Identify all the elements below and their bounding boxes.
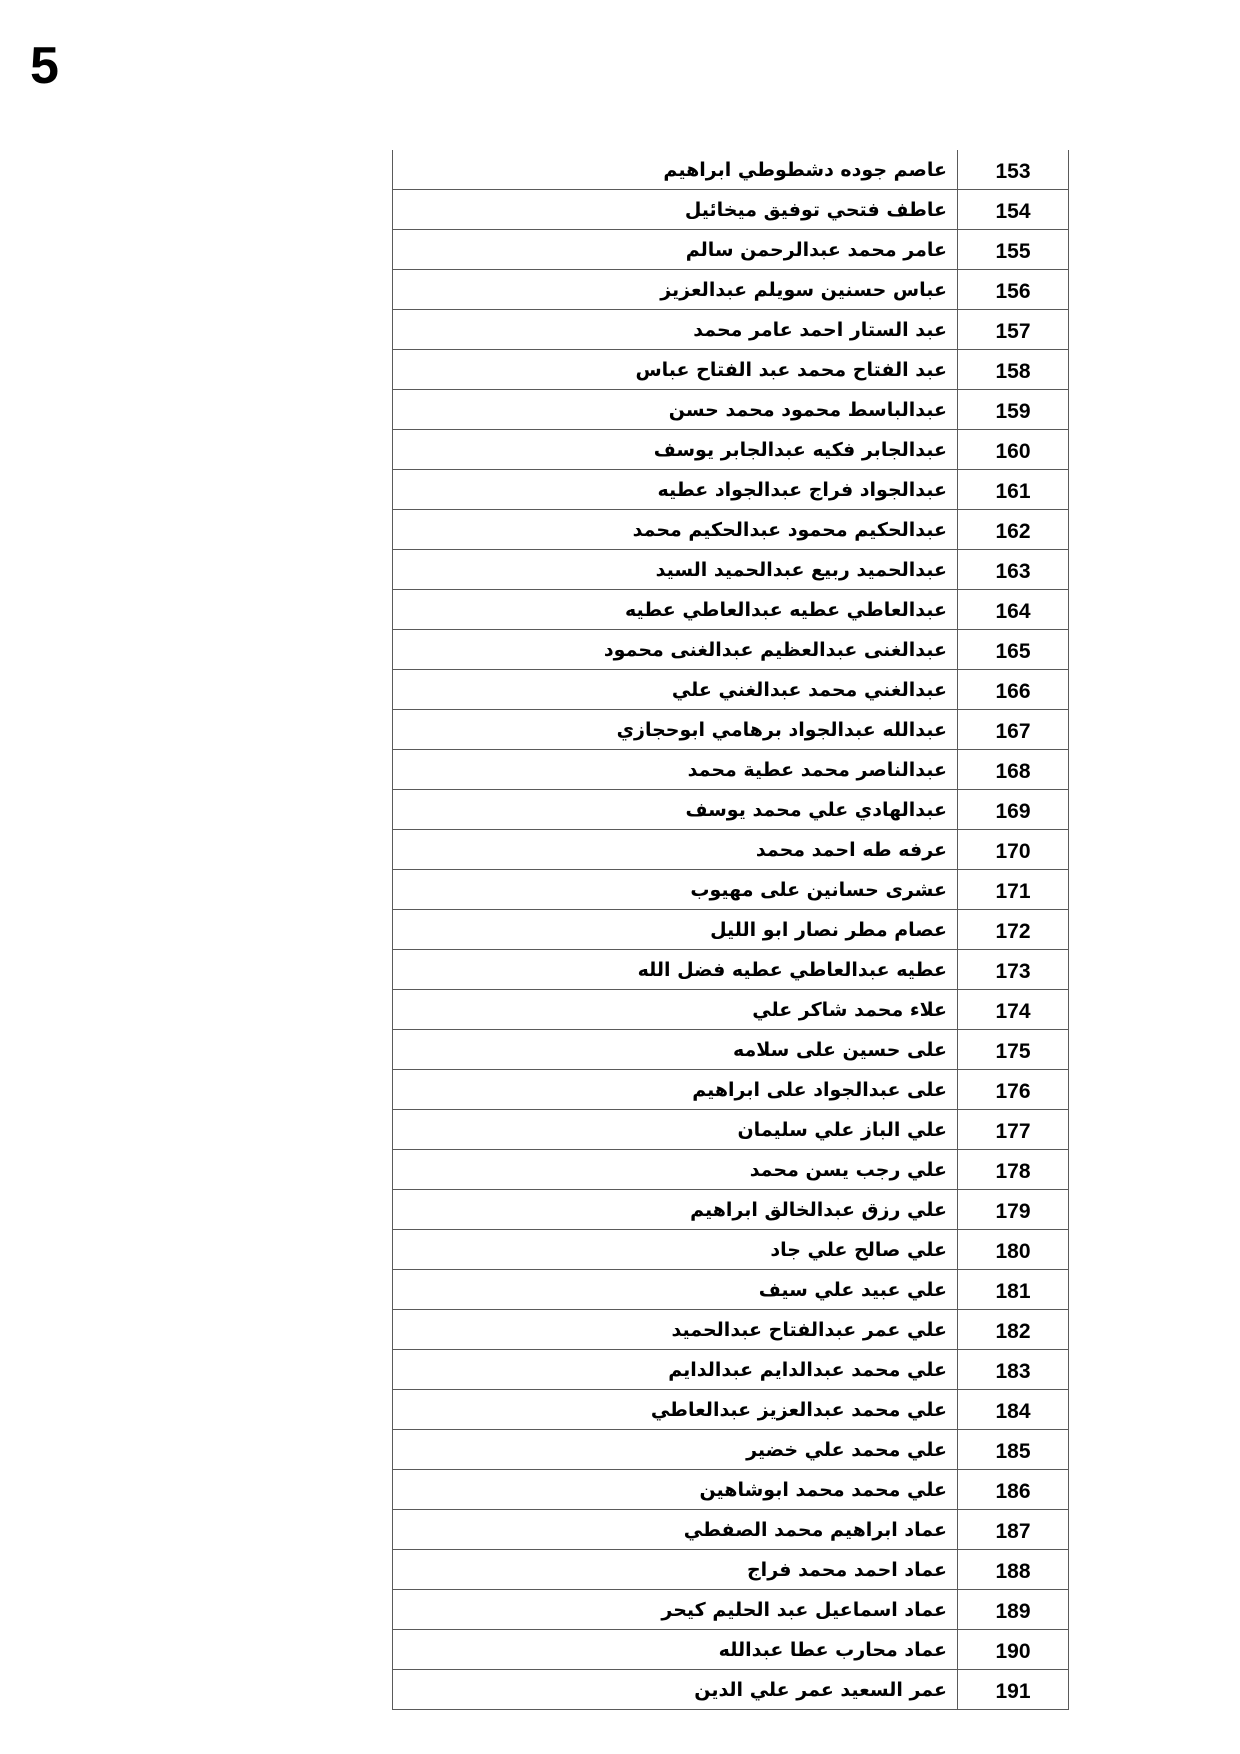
serial-number-cell: 170 (958, 830, 1069, 870)
person-name-cell: عماد اسماعيل عبد الحليم كيحر (393, 1590, 958, 1630)
person-name-cell: عبدالناصر محمد عطية محمد (393, 750, 958, 790)
serial-number-cell: 178 (958, 1150, 1069, 1190)
serial-number-cell: 169 (958, 790, 1069, 830)
person-name-cell: عباس حسنين سويلم عبدالعزيز (393, 270, 958, 310)
table-row (393, 710, 1069, 750)
serial-number-cell: 188 (958, 1550, 1069, 1590)
serial-number-cell: 164 (958, 590, 1069, 630)
table-row (393, 870, 1069, 910)
serial-number-cell: 177 (958, 1110, 1069, 1150)
serial-number-cell: 160 (958, 430, 1069, 470)
person-name-cell: عبدالهادي علي محمد يوسف (393, 790, 958, 830)
person-name-cell: علي عبيد علي سيف (393, 1270, 958, 1310)
person-name-cell: عبدالجابر فكيه عبدالجابر يوسف (393, 430, 958, 470)
person-name-cell: علي صالح علي جاد (393, 1230, 958, 1270)
table-row (393, 950, 1069, 990)
table-row (393, 150, 1069, 190)
person-name-cell: عطيه عبدالعاطي عطيه فضل الله (393, 950, 958, 990)
serial-number-cell: 190 (958, 1630, 1069, 1670)
person-name-cell: عبدالغني محمد عبدالغني علي (393, 670, 958, 710)
person-name-cell: عبد الفتاح محمد عبد الفتاح عباس (393, 350, 958, 390)
serial-number-cell: 167 (958, 710, 1069, 750)
table-row (393, 630, 1069, 670)
person-name-cell: عامر محمد عبدالرحمن سالم (393, 230, 958, 270)
serial-number-cell: 186 (958, 1470, 1069, 1510)
table-row (393, 1270, 1069, 1310)
table-row (393, 470, 1069, 510)
serial-number-cell: 168 (958, 750, 1069, 790)
person-name-cell: عبدالباسط محمود محمد حسن (393, 390, 958, 430)
serial-number-cell: 191 (958, 1670, 1069, 1710)
serial-number-cell: 163 (958, 550, 1069, 590)
person-name-cell: عبدالحميد ربيع عبدالحميد السيد (393, 550, 958, 590)
person-name-cell: عبدالله عبدالجواد برهامي ابوحجازي (393, 710, 958, 750)
table-row (393, 1510, 1069, 1550)
page-number: 5 (30, 37, 59, 95)
table-row (393, 1350, 1069, 1390)
person-name-cell: علي رزق عبدالخالق ابراهيم (393, 1190, 958, 1230)
serial-number-cell: 176 (958, 1070, 1069, 1110)
person-name-cell: علي محمد محمد ابوشاهين (393, 1470, 958, 1510)
person-name-cell: علي الباز علي سليمان (393, 1110, 958, 1150)
table-row (393, 910, 1069, 950)
serial-number-cell: 172 (958, 910, 1069, 950)
person-name-cell: عمر السعيد عمر علي الدين (393, 1670, 958, 1710)
serial-number-cell: 171 (958, 870, 1069, 910)
table-row (393, 1030, 1069, 1070)
serial-number-cell: 159 (958, 390, 1069, 430)
person-name-cell: علي محمد عبدالعزيز عبدالعاطي (393, 1390, 958, 1430)
table-row (393, 550, 1069, 590)
table-row (393, 1150, 1069, 1190)
table-row (393, 1390, 1069, 1430)
serial-number-cell: 183 (958, 1350, 1069, 1390)
table-row (393, 990, 1069, 1030)
serial-number-cell: 180 (958, 1230, 1069, 1270)
table-row (393, 390, 1069, 430)
table-row (393, 670, 1069, 710)
person-name-cell: عبدالحكيم محمود عبدالحكيم محمد (393, 510, 958, 550)
serial-number-cell: 179 (958, 1190, 1069, 1230)
person-name-cell: عبدالعاطي عطيه عبدالعاطي عطيه (393, 590, 958, 630)
table-row (393, 1310, 1069, 1350)
table-row (393, 830, 1069, 870)
serial-number-cell: 154 (958, 190, 1069, 230)
person-name-cell: عبد الستار احمد عامر محمد (393, 310, 958, 350)
table-row (393, 1430, 1069, 1470)
person-name-cell: عصام مطر نصار ابو الليل (393, 910, 958, 950)
person-name-cell: عماد ابراهيم محمد الصفطي (393, 1510, 958, 1550)
person-name-cell: عاطف فتحي توفيق ميخائيل (393, 190, 958, 230)
serial-number-cell: 184 (958, 1390, 1069, 1430)
person-name-cell: علاء محمد شاكر علي (393, 990, 958, 1030)
person-name-cell: علي رجب يسن محمد (393, 1150, 958, 1190)
serial-number-cell: 189 (958, 1590, 1069, 1630)
person-name-cell: عماد احمد محمد فراج (393, 1550, 958, 1590)
serial-number-cell: 166 (958, 670, 1069, 710)
table-row (393, 510, 1069, 550)
serial-number-cell: 182 (958, 1310, 1069, 1350)
table-row (393, 310, 1069, 350)
serial-number-cell: 162 (958, 510, 1069, 550)
serial-number-cell: 165 (958, 630, 1069, 670)
table-row (393, 430, 1069, 470)
table-row (393, 1230, 1069, 1270)
table-row (393, 350, 1069, 390)
table-row (393, 1590, 1069, 1630)
table-row (393, 1470, 1069, 1510)
person-name-cell: عبدالجواد فراج عبدالجواد عطيه (393, 470, 958, 510)
table-row (393, 1670, 1069, 1710)
serial-number-cell: 158 (958, 350, 1069, 390)
person-name-cell: عماد محارب عطا عبدالله (393, 1630, 958, 1670)
person-name-cell: عشرى حسانين على مهيوب (393, 870, 958, 910)
person-name-cell: علي عمر عبدالفتاح عبدالحميد (393, 1310, 958, 1350)
table-row (393, 590, 1069, 630)
table-row (393, 1190, 1069, 1230)
table-row (393, 790, 1069, 830)
table-row (393, 230, 1069, 270)
person-name-cell: عاصم جوده دشطوطي ابراهيم (393, 150, 958, 190)
table-row (393, 750, 1069, 790)
serial-number-cell: 173 (958, 950, 1069, 990)
table-row (393, 1070, 1069, 1110)
person-name-cell: على عبدالجواد على ابراهيم (393, 1070, 958, 1110)
serial-number-cell: 153 (958, 150, 1069, 190)
serial-number-cell: 175 (958, 1030, 1069, 1070)
person-name-cell: عرفه طه احمد محمد (393, 830, 958, 870)
serial-number-cell: 157 (958, 310, 1069, 350)
serial-number-cell: 156 (958, 270, 1069, 310)
table-row (393, 1110, 1069, 1150)
person-name-cell: عبدالغنى عبدالعظيم عبدالغنى محمود (393, 630, 958, 670)
serial-number-cell: 187 (958, 1510, 1069, 1550)
table-row (393, 190, 1069, 230)
person-name-cell: علي محمد علي خضير (393, 1430, 958, 1470)
person-name-cell: علي محمد عبدالدايم عبدالدايم (393, 1350, 958, 1390)
serial-number-cell: 161 (958, 470, 1069, 510)
table-row (393, 270, 1069, 310)
table-row (393, 1630, 1069, 1670)
table-row (393, 1550, 1069, 1590)
names-table-body (393, 150, 1069, 1710)
names-table (392, 150, 1069, 1710)
serial-number-cell: 181 (958, 1270, 1069, 1310)
person-name-cell: على حسين على سلامه (393, 1030, 958, 1070)
serial-number-cell: 155 (958, 230, 1069, 270)
serial-number-cell: 174 (958, 990, 1069, 1030)
serial-number-cell: 185 (958, 1430, 1069, 1470)
